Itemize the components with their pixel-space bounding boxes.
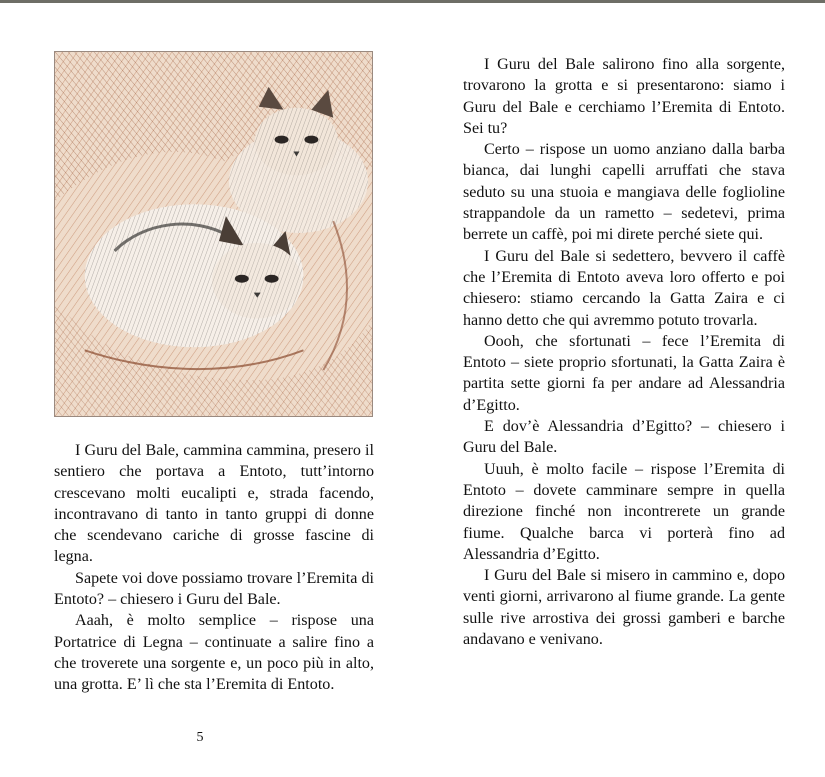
top-border <box>0 0 825 3</box>
paragraph: I Guru del Bale, cammina cammina, presero il sentiero che portava a Entoto, tutt’intorno crescevano molti eucalipti e, strada facendo, incontravano di tanto in tanto gruppi di donne che scendevano cariche di grosse fascine di legna. <box>54 442 374 566</box>
paragraph: I Guru del Bale si misero in cammino e, dopo venti giorni, arrivarono al fiume grande. La gente sulle rive arrostiva dei grossi gamberi e barche andavano e venivano. <box>463 567 785 649</box>
paragraph: I Guru del Bale salirono fino alla sorgente, trovarono la grotta e si presentarono: siamo i Guru del Bale e cerchiamo l’Eremita di Entoto. Sei tu? <box>463 56 785 137</box>
paragraph: Aaah, è molto semplice – rispose una Portatrice di Legna – continuate a salire fino a che troverete una sorgente e, un poco più in alto, una grotta. E’ lì che sta l’Eremita di Entoto. <box>54 612 374 694</box>
left-text-column <box>54 440 374 696</box>
paragraph: Certo – rispose un uomo anziano dalla barba bianca, dai lunghi capelli arruffati che stava seduto su una stuoia e mangiava delle foglioline strappandole da un rametto – sedetevi, prima berrete un caffè, poi mi direte perché siete qui. <box>463 141 785 244</box>
paragraph: Uuuh, è molto facile – rispose l’Eremita di Entoto – dovete camminare sempre in quella direzione finché non incontrerete un grande fiume. Qualche barca vi porterà fino ad Alessandria d’Egitto. <box>463 460 785 563</box>
two-cats-drawing-icon <box>55 52 372 416</box>
paragraph: Sapete voi dove possiamo trovare l’Eremita di Entoto? – chiesero i Guru del Bale. <box>54 569 374 609</box>
page-number: 5 <box>196 730 204 745</box>
right-text-column <box>463 54 785 650</box>
paragraph: I Guru del Bale si sedettero, bevvero il caffè che l’Eremita di Entoto aveva loro offerto e poi chiesero: stiamo cercando la Gatta Zaira e ci hanno detto che qui avremmo potuto trovarla. <box>463 247 785 329</box>
paragraph: Oooh, che sfortunati – fece l’Eremita di Entoto – siete proprio sfortunati, la Gatta Zaira è partita sette giorni fa per andare ad Alessandria d’Egitto. <box>463 332 785 414</box>
two-cats-illustration <box>54 51 373 417</box>
paragraph: E dov’è Alessandria d’Egitto? – chiesero i Guru del Bale. <box>463 418 785 457</box>
